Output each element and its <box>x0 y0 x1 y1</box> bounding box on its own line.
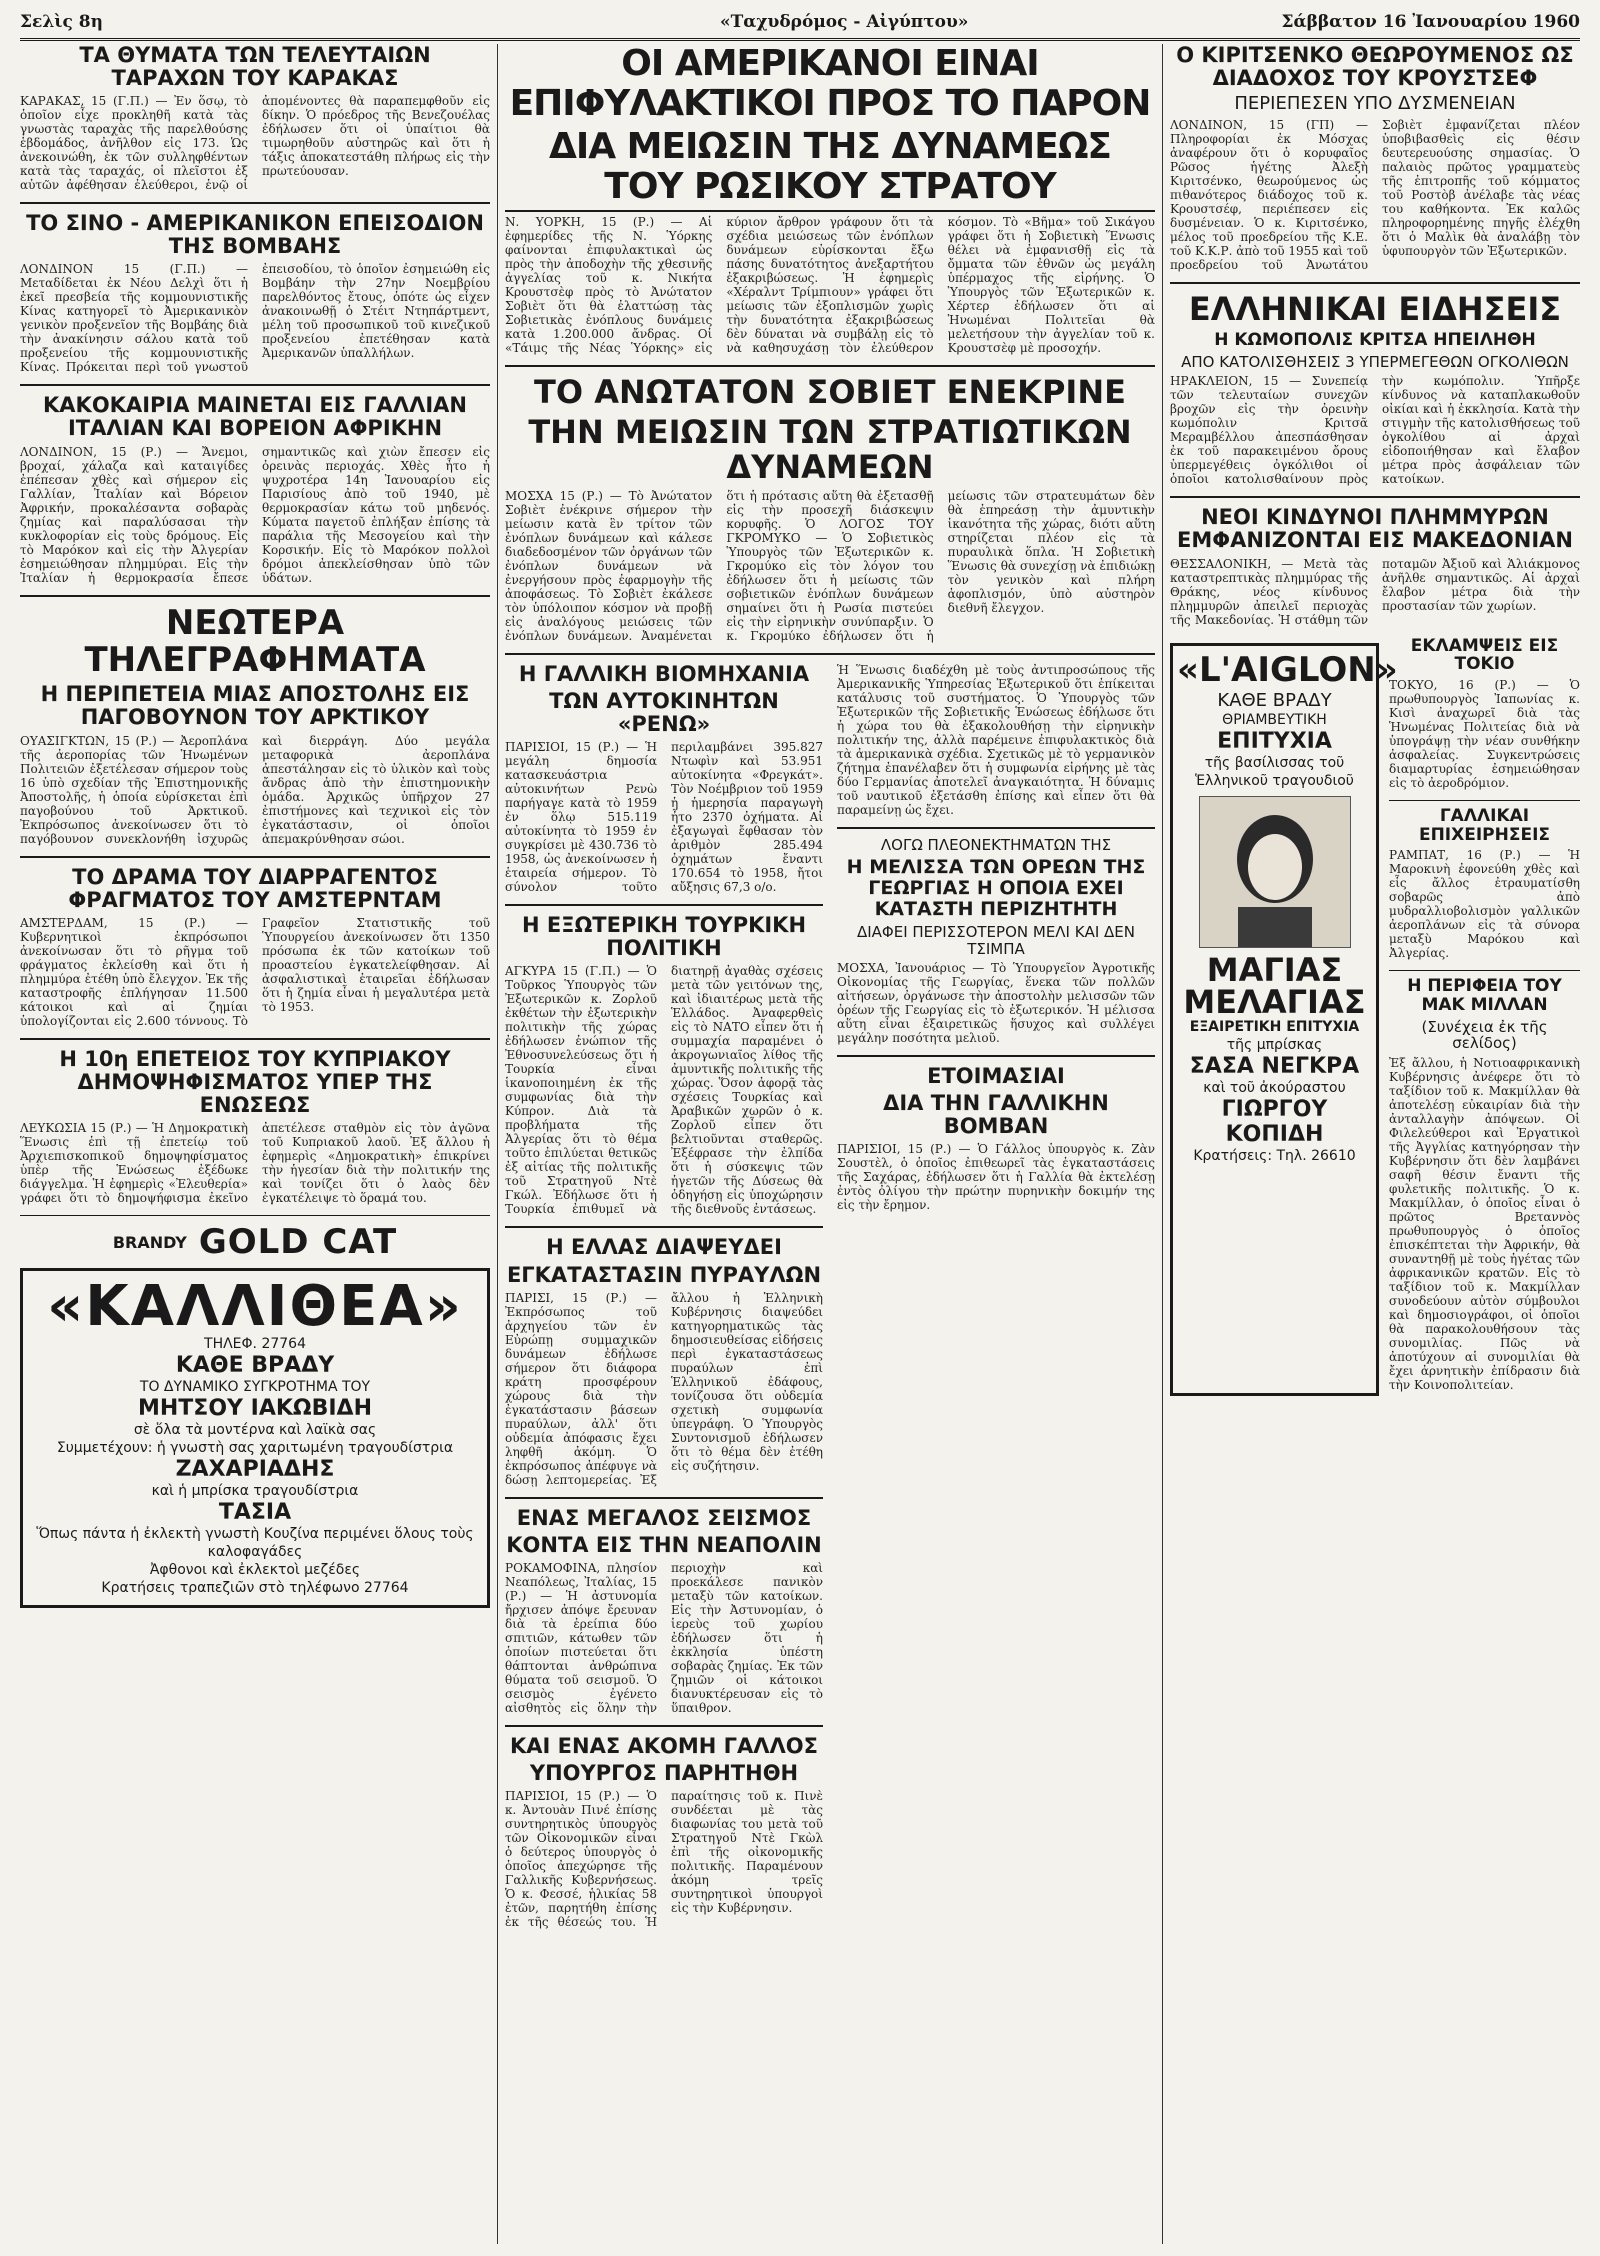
subheadline: ΠΕΡΙΕΠΕΣΕΝ ΥΠΟ ΔΥΣΜΕΝΕΙΑΝ <box>1234 93 1516 115</box>
ad-line: καὶ τοῦ ἀκούραστου <box>1203 1079 1346 1096</box>
article-body: ΑΓΚΥΡΑ 15 (Γ.Π.) — Ὁ Τοῦρκος Ὑπουργὸς τῶν Ἐξωτερικῶν κ. Ζορλοῦ ἐκθέτων τὴν ἐξωτερικὴν πολιτικὴν τῆς χώρας ἐδήλωσεν ἐνώπιον τῆς Ἐθνοσυνελεύσεως ὅτι ἡ Τουρκία εἶναι ἱκανοποιημένη ἐκ τῆς συμφωνίας διὰ τὴν Κύπρον. Διὰ τὰ προβλήματα τῆς Ἀλγερίας ὅτι τὸ θέμα τοῦτο ἐπιλύεται θετικῶς ἐξ αἰτίας τῆς πολιτικῆς τοῦ Στρατηγοῦ Ντὲ Γκώλ. Ἐδήλωσε ὅτι ἡ Τουρκία ἐπιθυμεῖ νὰ διατηρῇ ἀγαθὰς σχέσεις μετὰ τῶν γειτόνων της, καὶ ἰδιαιτέρως μετὰ τῆς Ἑλλάδος. Ἀναφερθεὶς εἰς τὸ ΝΑΤΟ εἶπεν ὅτι ἡ συμμαχία παραμένει ὁ ἀκρογωνιαῖος λίθος τῆς ἀμυντικῆς πολιτικῆς τῆς χώρας. Ὅσον ἀφορᾷ τὰς σχέσεις Τουρκίας καὶ Ἀραβικῶν χωρῶν ὁ κ. Ζορλοῦ εἶπεν ὅτι βελτιοῦνται σταθερῶς. Ἐξέφρασε τὴν ἐλπίδα ὅτι ἡ σύσκεψις τῶν ἡγετῶν τῆς Δύσεως θὰ ὁδηγήσῃ εἰς ὑποχώρησιν τῆς διεθνοῦς ἐντάσεως. <box>505 964 823 1217</box>
article-body: ΠΑΡΙΣΙ, 15 (Ρ.) — Ἐκπρόσωπος τοῦ ἀρχηγείου τῶν ἐν Εὐρώπῃ συμμαχικῶν δυνάμεων ἐδήλωσε σήμερον ὅτι διάφορα κράτη προσφέρουν χώρους διὰ τὴν ἐγκατάστασιν βάσεων πυραύλων, ἀλλ' ὅτι οὐδεμία ἀπόφασις ἔχει ληφθῆ ἀκόμη. Ὁ ἐκπρόσωπος ἀπέφυγε νὰ δώσῃ λεπτομερείας. Ἐξ ἄλλου ἡ Ἑλληνικὴ Κυβέρνησις διαψεύδει κατηγορηματικῶς τὰς δημοσιευθείσας εἰδήσεις περὶ ἐγκαταστάσεως πυραύλων ἐπὶ Ἑλληνικοῦ ἐδάφους, τονίζουσα ὅτι οὐδεμία σχετικὴ συμφωνία ὑπεγράφη. Ὁ Ὑπουργὸς Συντονισμοῦ ἐδήλωσεν ὅτι τὸ θέμα δὲν ἐτέθη εἰς συζήτησιν. <box>505 1290 823 1487</box>
article-floods <box>1170 506 1580 626</box>
ad-line: ΖΑΧΑΡΙΑΔΗΣ <box>175 1457 335 1482</box>
headline-line-1: ΕΤΟΙΜΑΣΙΑΙ <box>927 1064 1065 1089</box>
lower-columns <box>505 663 1155 1939</box>
ad-gold-cat <box>20 1222 490 1262</box>
article-karakas <box>20 44 490 192</box>
section-kicker: ΝΕΩΤΕΡΑ ΤΗΛΕΓΡΑΦΗΜΑΤΑ <box>84 602 426 680</box>
ad-line: ΜΗΤΣΟΥ ΙΑΚΩΒΙΔΗ <box>138 1396 372 1421</box>
article-body: ΡΟΚΑΜΟΦΙΝΑ, πλησίον Νεαπόλεως, Ἰταλίας, 15 (Ρ.) — Ἡ ἀστυνομία ἤρχισεν ἀπόψε ἔρευναν διὰ τὰ ἐρείπια δύο σπιτιῶν, κάτωθεν τῶν ὁποίων πιστεύεται ὅτι θάπτονται ἀνθρώπινα θύματα τοῦ σεισμοῦ. Ὁ σεισμὸς ἐγένετο αἰσθητὸς εἰς ὅλην τὴν περιοχὴν καὶ προεκάλεσε πανικὸν μεταξὺ τῶν κατοίκων. Εἰς τὴν Ἀστυνομίαν, ὁ ἱερεὺς τοῦ χωρίου ἐδήλωσεν ὅτι ἡ ἐκκλησία ὑπέστη σοβαρὰς ζημίας. Ἐκ τῶν ζημιῶν οἱ κάτοικοι διανυκτέρευσαν εἰς τὸ ὕπαιθρον. <box>505 1560 823 1715</box>
col4-right-stack <box>1389 637 1580 1402</box>
column-4 <box>1170 44 1580 2244</box>
ad-venue-name: «L'AIGLON» <box>1177 649 1398 690</box>
article-body: ΘΕΣΣΑΛΟΝΙΚΗ, — Μετὰ τὰς καταστρεπτικὰς πλημμύρας τῆς Θράκης, νέος κίνδυνος πλημμυρῶν ἀπειλεῖ περιοχὰς τῆς Μακεδονίας. Ἡ στάθμη τῶν ποταμῶν Ἀξιοῦ καὶ Ἁλιάκμονος ἀνῆλθε σημαντικῶς. Αἱ ἀρχαὶ ἔλαβον μέτρα διὰ τὴν προστασίαν τῶν χωρίων. <box>1170 556 1580 627</box>
ad-brand-name: GOLD CAT <box>198 1222 398 1262</box>
headline: ΓΑΛΛΙΚΑΙ ΕΠΙΧΕΙΡΗΣΕΙΣ <box>1418 805 1551 845</box>
column-rule <box>497 44 498 2244</box>
section-heading: ΕΛΛΗΝΙΚΑΙ ΕΙΔΗΣΕΙΣ <box>1188 289 1562 328</box>
article-body: ΜΟΣΧΑ, Ἰανουάριος — Τὸ Ὑπουργεῖον Ἀγροτικῆς Οἰκονομίας τῆς Γεωργίας, ἕνεκα τῶν πολλῶν αἰτήσεων, ὀργάνωσε τὴν ἀποστολὴν μελισσῶν τῶν ὀρέων τῆς Γεωργίας εἰς τὸ ἐξωτερικόν. Ἡ μέλισσα αὕτη εἶναι ἐξαιρετικῶς ἥσυχος καὶ συλλέγει μεγάλην ποσότητα μελιοῦ. <box>837 961 1155 1046</box>
ad-brand-label: BRANDY <box>112 1232 187 1252</box>
article-body: ΚΑΡΑΚΑΣ, 15 (Γ.Π.) — Ἐν ὅσῳ, τὸ ὁποῖον εἶχε προκληθῆ κατὰ τὰς γνωστὰς ταραχὰς τῆς παρελθούσης ἑβδομάδος, ἀνῆλθον εἰς 173. Ὡς ἀνεκοινώθη, ἐκ τῶν συλληφθέντων κατὰ τὰς ταραχάς, οἱ πλεῖστοι ἐξ αὐτῶν ἀφέθησαν ἐλεύθεροι, ἐνῷ οἱ ἀπομένοντες θὰ παραπεμφθοῦν εἰς δίκην. Ὁ πρόεδρος τῆς Βενεζουέλας ἐδήλωσεν ὅτι οἱ ὑπαίτιοι θὰ τιμωρηθοῦν αὐστηρῶς καὶ ὅτι ἡ τάξις ἀποκατεστάθη πλήρως εἰς τὴν πρωτεύουσαν. <box>20 94 490 193</box>
article-turkey <box>505 914 823 1216</box>
article-kirichenko <box>1170 44 1580 272</box>
headline: Η ΠΕΡΙΠΕΤΕΙΑ ΜΙΑΣ ΑΠΟΣΤΟΛΗΣ ΕΙΣ ΠΑΓΟΒΟΥΝΟΝ ΤΟΥ ΑΡΚΤΙΚΟΥ <box>40 682 470 730</box>
ad-aiglon <box>1170 643 1398 1396</box>
lead-headline-line-2: ΔΙΑ ΜΕΙΩΣΙΝ ΤΗΣ ΔΥΝΑΜΕΩΣ ΤΟΥ ΡΩΣΙΚΟΥ ΣΤΡΑΤΟΥ <box>548 126 1112 207</box>
headline: Η ΕΞΩΤΕΡΙΚΗ ΤΟΥΡΚΙΚΗ ΠΟΛΙΤΙΚΗ <box>521 913 807 961</box>
article-cyprus <box>20 1048 490 1205</box>
column-rule <box>1162 44 1163 2244</box>
headline-line-1: ΤΟ ΑΝΩΤΑΤΟΝ ΣΟΒΙΕΤ ΕΝΕΚΡΙΝΕ <box>534 373 1126 412</box>
article-bombay <box>20 212 490 374</box>
ad-line: Κρατήσεις τραπεζιῶν στὸ τηλέφωνο 27764 <box>101 1580 409 1596</box>
ad-line: τῆς βασίλισσας τοῦ <box>1204 754 1345 771</box>
article-soviet-cont <box>837 663 1155 817</box>
headline: ΕΚΛΑΜΨΕΙΣ ΕΙΣ ΤΟΚΙΟ <box>1410 635 1559 675</box>
subheadline: ΑΠΟ ΚΑΤΟΛΙΣΘΗΣΕΙΣ 3 ΥΠΕΡΜΕΓΕΘΩΝ ΟΓΚΟΛΙΘΩΝ <box>1181 352 1569 371</box>
article-french-bomb <box>837 1065 1155 1212</box>
headline-line-2: ΕΓΚΑΤΑΣΤΑΣΙΝ ΠΥΡΑΥΛΩΝ <box>506 1262 822 1287</box>
headline: ΤΟ ΔΡΑΜΑ ΤΟΥ ΔΙΑΡΡΑΓΕΝΤΟΣ ΦΡΑΓΜΑΤΟΣ ΤΟΥ ΑΜΣΤΕΡΝΤΑΜ <box>68 864 442 912</box>
subheadline: (Συνέχεια ἐκ τῆς σελίδος) <box>1421 1017 1548 1053</box>
ad-line: ΤΟ ΔΥΝΑΜΙΚΟ ΣΥΓΚΡΟΤΗΜΑ ΤΟΥ <box>139 1379 371 1395</box>
headline-line-1: Η ΓΑΛΛΙΚΗ ΒΙΟΜΗΧΑΝΙΑ <box>518 661 810 686</box>
ad-singer-name-2: ΜΕΛΑΓΙΑΣ <box>1183 982 1366 1021</box>
headline-line-2: ΔΙΑ ΤΗΝ ΓΑΛΛΙΚΗΝ ΒΟΜΒΑΝ <box>883 1091 1109 1139</box>
ad-line: Ἀφθονοι καὶ ἐκλεκτοὶ μεζέδες <box>149 1562 361 1578</box>
article-arctic <box>20 602 490 846</box>
ad-line: Ἑλληνικοῦ τραγουδιοῦ <box>1195 772 1354 789</box>
headline: Η ΚΩΜΟΠΟΛΙΣ ΚΡΙΤΣΑ ΗΠΕΙΛΗΘΗ <box>1214 330 1536 351</box>
column-3 <box>837 663 1155 1939</box>
headline: ΤΑ ΘΥΜΑΤΑ ΤΩΝ ΤΕΛΕΥΤΑΙΩΝ ΤΑΡΑΧΩΝ ΤΟΥ ΚΑΡΑΚΑΣ <box>79 44 431 91</box>
article-minister <box>505 1735 823 1929</box>
article-body: Ν. ΥΟΡΚΗ, 15 (Ρ.) — Αἱ ἐφημερίδες τῆς Ν. Ὑόρκης φαίνονται ἐπιφυλακτικαὶ ὡς πρὸς τὴν ἀποδοχὴν τῆς χθεσινῆς ἀγγελίας τοῦ κ. Νικήτα Κρουστσὲφ πρὸς τὸ Ἀνώτατον Σοβιὲτ ὅτι θὰ ἐλαττώσῃ τὰς Σοβιετικὰς ἐνόπλους δυνάμεις κατὰ 1.200.000 ἄνδρας. Οἱ «Τάιμς τῆς Νέας Ὑόρκης» εἰς κύριον ἄρθρον γράφουν ὅτι τὰ σχέδια μειώσεως τῶν ἐνόπλων δυνάμεων εὑρίσκονται ἔξω πάσης δυνατότητος ἀνεξαρτήτου ἐξακριβώσεως. Ἡ ἐφημερὶς «Χέραλντ Τρίμπιουν» γράφει ὅτι μείωσις τῶν ἐξοπλισμῶν χωρὶς τὴν δυνατότητα ἐξακριβώσεως δὲν δύναται νὰ συμβάλῃ εἰς τὸ νὰ καθησυχάσῃ τὸν ἐλεύθερον κόσμον. Τὸ «Βῆμα» τοῦ Σικάγου γράφει ὅτι ἡ Σοβιετικὴ Ἕνωσις θέλει νὰ ἐμφανισθῇ εἰς τὰ ὄμματα τῶν ἐθνῶν ὡς μεγάλη ὑπέρμαχος τῆς εἰρήνης. Ὁ Ὑπουργὸς τῶν Ἐξωτερικῶν κ. Χέρτερ ἐδήλωσεν ὅτι αἱ Ἡνωμέναι Πολιτεῖαι θὰ μελετήσουν τὴν ἀγγελίαν τοῦ κ. Κρουστσὲφ μὲ προσοχήν. <box>505 215 1155 356</box>
page-number: Σελὶς 8η <box>20 12 103 32</box>
column-2 <box>505 663 823 1939</box>
headline-line-2: ΚΟΝΤΑ ΕΙΣ ΤΗΝ ΝΕΑΠΟΛΙΝ <box>506 1532 822 1557</box>
ad-line: ΤΑΣΙΑ <box>218 1500 292 1525</box>
ad-line: ΓΙΩΡΓΟΥ ΚΟΠΙΔΗ <box>1221 1096 1328 1147</box>
ad-line: ΕΞΑΙΡΕΤΙΚΗ ΕΠΙΤΥΧΙΑ <box>1189 1018 1360 1035</box>
article-body: ΤΟΚΥΟ, 16 (Ρ.) — Ὁ πρωθυπουργὸς Ἰαπωνίας κ. Κισὶ ἀναχωρεῖ διὰ τὰς Ἡνωμένας Πολιτείας διὰ νὰ ὑπογράψῃ τὴν νέαν συνθήκην ἀσφαλείας. Συγκεντρώσεις διαμαρτυρίας ἐσημειώθησαν εἰς τὸ ἀεροδρόμιον. <box>1389 677 1580 790</box>
headline: Η ΠΕΡΙΦΕΙΑ ΤΟΥ ΜΑΚ ΜΙΛΛΑΝ <box>1407 976 1562 1015</box>
lead-headline-line-1: ΟΙ ΑΜΕΡΙΚΑΝΟΙ ΕΙΝΑΙ ΕΠΙΦΥΛΑΚΤΙΚΟΙ ΠΡΟΣ ΤΟ ΠΑΡΟΝ <box>509 44 1151 124</box>
ad-line: ΚΑΘΕ ΒΡΑΔΥ <box>175 1353 335 1378</box>
article-body: ΠΑΡΙΣΙΟΙ, 15 (Ρ.) — Ὁ κ. Ἀντουὰν Πινέ ἐπίσης συντηρητικὸς ὑπουργὸς τῶν Οἰκονομικῶν εἶναι ὁ δεύτερος ὑπουργὸς ὁ ὁποῖος ἀπεχώρησε τῆς Γαλλικῆς Κυβερνήσεως. Ὁ κ. Φεσσέ, ἡλικίας 58 ἐτῶν, παρητήθη ἐπίσης ἐκ τῆς θέσεώς του. Ἡ παραίτησις τοῦ κ. Πινὲ συνδέεται μὲ τὰς διαφωνίας του μετὰ τοῦ Στρατηγοῦ Ντὲ Γκὼλ ἐπὶ τῆς οἰκονομικῆς πολιτικῆς. Παραμένουν ἀκόμη τρεῖς συντηρητικοὶ ὑπουργοὶ εἰς τὴν Κυβέρνησιν. <box>505 1788 823 1929</box>
article-body: Ἡ Ἕνωσις διαδέχθη μὲ τοὺς ἀντιπροσώπους τῆς Ἀμερικανικῆς Ὑπηρεσίας Ἐξωτερικοῦ ὅτι ἐπίκειται κατάλυσις τοῦ συστήματος. Ὁ Ὑπουργὸς τῶν Ἐξωτερικῶν τῆς Σοβιετικῆς Ἑνώσεως ἐδήλωσε ὅτι ἡ χώρα του θὰ ἐξακολουθήσῃ τὴν εἰρηνικὴν πολιτικήν της, ἀλλὰ παρέμεινε ἐπιφυλακτικὸς διὰ τὰ ἀμερικανικὰ σχέδια. Σχετικῶς μὲ τὸ γερμανικὸν ζήτημα ἐπανέλαβεν ὅτι ἡ συμφωνία εἰρήνης μὲ τὰς δύο Γερμανίας ἀποτελεῖ ἀναγκαιότητα. Ἡ δύναμις τοῦ ναυτικοῦ ἐξετάσθη ἐπίσης καὶ εἶπεν ὅτι θὰ παραμείνῃ ὡς ἔχει. <box>837 662 1155 817</box>
ad-singer-name-1: ΜΑΓΙΑΣ <box>1206 950 1343 989</box>
article-body: ΗΡΑΚΛΕΙΟΝ, 15 — Συνεπείᾳ τῶν τελευταίων συνεχῶν βροχῶν εἰς τὴν ὀρεινὴν κωμόπολιν Κριτσᾶ Μεραμβέλλου ἀπεσπάσθησαν ἐκ τοῦ παρακειμένου ὄρους ὑπερμεγέθεις ὀγκόλιθοι οἱ ὁποῖοι κατολισθαίνουν πρὸς τὴν κωμόπολιν. Ὑπῆρξε κίνδυνος νὰ καταπλακωθοῦν οἰκίαι καὶ ἡ ἐκκλησία. Κατὰ τὴν στιγμὴν τῆς κατολισθήσεως τοῦ ὀγκολίθου αἱ ἀρχαὶ εἰδοποιήθησαν καὶ ἔλαβον μέτρα πρὸς ἀσφάλειαν τῶν κατοίκων. <box>1170 374 1580 487</box>
headline: Ο ΚΙΡΙΤΣΕΝΚΟ ΘΕΩΡΟΥΜΕΝΟΣ ΩΣ ΔΙΑΔΟΧΟΣ ΤΟΥ ΚΡΟΥΣΤΣΕΦ <box>1176 44 1574 91</box>
ad-line: Συμμετέχουν: ἡ γνωστὴ σας χαριτωμένη τραγουδίστρια <box>56 1440 454 1456</box>
subheadline: ΔΙΑΦΕΙ ΠΕΡΙΣΣΟΤΕΡΟΝ ΜΕΛΙ ΚΑΙ ΔΕΝ ΤΣΙΜΠΑ <box>856 923 1135 958</box>
article-georgia-bee <box>837 837 1155 1045</box>
article-body: ΛΟΝΔΙΝΟΝ, 15 (Ρ.) — Ἄνεμοι, βροχαί, χάλαζα καὶ καταιγίδες ἐπέπεσαν χθὲς καὶ σήμερον εἰς Γαλλίαν, Ἰταλίαν καὶ Βόρειον Ἀφρικήν, προκαλέσαντα σοβαρὰς ζημίας καὶ παραλύσασαι τὴν κυκλοφορίαν εἰς τοὺς δρόμους. Εἰς τὸ Μαρόκον καὶ εἰς τὴν Ἀλγερίαν ἐσημειώθησαν πλημμύραι. Εἰς τὴν Ἰταλίαν ἡ θερμοκρασία ἔπεσε σημαντικῶς καὶ χιὼν ἔπεσεν εἰς ὀρεινὰς περιοχάς. Χθὲς ἦτο ἡ ψυχροτέρα 14η Ἰανουαρίου εἰς Παρισίους ἀπὸ τοῦ 1940, μὲ θερμοκρασίαν κάτω τοῦ μηδενός. Κύματα παγετοῦ ἐπλήξαν ἐπίσης τὰ παράλια τῆς Μεσογείου καὶ τὴν Κορσικήν. Εἰς τὸ Μαρόκον πολλοὶ δρόμοι ἀπεκλείσθησαν ὑπὸ τῶν ὑδάτων. <box>20 444 490 585</box>
article-body: ΡΑΜΠΑΤ, 16 (Ρ.) — Ἡ Μαροκινὴ ἐφονεύθη χθὲς καὶ εἷς ἄλλος ἐτραυματίσθη σοβαρῶς ἀπὸ μυδραλλιοβολισμὸν γαλλικῶν ἀεροπλάνων εἰς τὰ σύνορα μεταξὺ Μαρόκου καὶ Ἀλγερίας. <box>1389 848 1580 961</box>
ad-line: ΣΑΣΑ ΝΕΓΚΡΑ <box>1189 1053 1360 1079</box>
article-tokyo <box>1389 637 1580 790</box>
portrait-icon <box>1200 797 1350 947</box>
article-body: ΟΥΑΣΙΓΚΤΩΝ, 15 (Ρ.) — Ἀεροπλάνα τῆς ἀεροπορίας τῶν Ἡνωμένων Πολιτειῶν ἐξετέλεσαν σήμερον τοὺς 16 ὑπὸ σχεδίαν τῆς Ἐπιστημονικῆς Ἀποστολῆς, ἡ ὁποία εὑρίσκεται ἐπὶ παγοβούνου τοῦ Ἀρκτικοῦ. Ἐκπρόσωπος ἀνεκοίνωσεν ὅτι τὸ παγόβουνον συνεκλονήθη ἰσχυρῶς καὶ διερράγη. Δύο μεγάλα μεταφορικὰ ἀεροπλάνα ἀπεστάλησαν εἰς τὸ ὑλικὸν καὶ τοὺς ἄνδρας ἀπὸ τὴν ἐπιστημονικὴν ὁμάδα. Ἀρχικῶς ὑπῆρχον 27 ἐπιστήμονες καὶ τεχνικοὶ εἰς τὸν ἐγκατάστασιν, οἱ ὁποῖοι ἀπεμακρύνθησαν σώοι. <box>20 733 490 846</box>
column-2-3 <box>505 44 1155 2244</box>
article-body: ΠΑΡΙΣΙΟΙ, 15 (Ρ.) — Ὁ Γάλλος ὑπουργὸς κ. Ζὰν Σουστὲλ, ὁ ὁποῖος ἐπιθεωρεῖ τὰς ἐγκαταστάσεις τῆς Σαχάρας, ἐδήλωσεν ὅτι ἡ Γαλλία θὰ ἐκτελέσῃ ἐντὸς ὀλίγου τὴν πρώτην πυρηνικὴν δοκιμήν της εἰς τὴν ἔρημον. <box>837 1142 1155 1213</box>
column-1 <box>20 44 490 2244</box>
lead-article <box>505 44 1155 355</box>
headline-line-1: Η ΕΛΛΑΣ ΔΙΑΨΕΥΔΕΙ <box>546 1235 782 1260</box>
paper-name: «Ταχυδρόμος - Αἰγύπτου» <box>720 12 969 32</box>
ad-line: ΚΑΘΕ ΒΡΑΔΥ <box>1217 689 1332 711</box>
headline: ΤΟ ΣΙΝΟ - ΑΜΕΡΙΚΑΝΙΚΟΝ ΕΠΕΙΣΟΔΙΟΝ ΤΗΣ ΒΟΜΒΑΗΣ <box>26 211 484 259</box>
ad-line: καὶ ἡ μπρίσκα τραγουδίστρια <box>151 1483 359 1499</box>
headline: Η ΜΕΛΙΣΣΑ ΤΩΝ ΟΡΕΩΝ ΤΗΣ ΓΕΩΡΓΙΑΣ Η ΟΠΟΙΑ ΕΧΕΙ ΚΑΤΑΣΤΗ ΠΕΡΙΖΗΤΗΤΗ <box>846 856 1146 921</box>
ad-venue-name: «ΚΑΛΛΙΘΕΑ» <box>47 1274 463 1339</box>
article-body: ΠΑΡΙΣΙΟΙ, 15 (Ρ.) — Ἡ μεγάλη δημοσία κατασκευάστρια αὐτοκινήτων Ρενὼ παρήγαγε κατὰ τὸ 1959 ἐν ὅλῳ 515.119 αὐτοκίνητα τὸ 1959 ἐν συγκρίσει μὲ 430.736 τὸ 1958, ὡς ἀνεκοίνωσεν ἡ ἑταιρεία σήμερον. Τὸ σύνολον τοῦτο περιλαμβάνει 395.827 Ντωφὶν καὶ 53.951 αὐτοκίνητα «Φρεγκάτ». Τὸν Νοέμβριον τοῦ 1959 ἡ ἡμερησία παραγωγὴ ἦτο 2370 ὀχήματα. Αἱ ἐξαγωγαὶ ἔφθασαν τὸν ἀριθμὸν 285.494 ὀχημάτων ἔναντι 170.654 τὸ 1958, ἤτοι αὔξησις 67,3 ο/ο. <box>505 740 823 895</box>
article-body: ΛΟΝΔΙΝΟΝ, 15 (ΓΠ) — Πληροφορίαι ἐκ Μόσχας ἀναφέρουν ὅτι ὁ κορυφαῖος Ρῶσος ἡγέτης Ἀλεξὴ Κιριτσένκο, θεωρούμενος ὡς πιθανότερος διάδοχος τοῦ κ. Κρουστσέφ, περιέπεσεν εἰς δυσμένειαν. Ὁ κ. Κιριτσένκο, μέλος τοῦ προεδρείου τῆς Κ.Ε. τοῦ Κ.Κ.Ρ. ἀπὸ τοῦ 1955 καὶ τοῦ προεδρείου τοῦ Ἀνωτάτου Σοβιὲτ ἐμφανίζεται πλέον ὑποβιβασθεὶς εἰς θέσιν δευτερευούσης σημασίας. Ὁ παλαιὸς πρῶτος γραμματεὺς τῆς ἐπιτροπῆς τοῦ κόμματος τοῦ Ροστὸβ ἀνέλαβε τὰς νέας του καθήκοντα. Ἐκ καλῶς πληροφορημένης πηγῆς ἐλέχθη ὅτι ὁ Μαλὶκ θὰ ἀναλάβῃ τὸν ὑφυπουργὸν τῶν Ἐξωτερικῶν. <box>1170 117 1580 272</box>
ad-line: ΘΡΙΑΜΒΕΥΤΙΚΗ <box>1222 711 1327 728</box>
article-supreme-soviet <box>505 375 1155 643</box>
headline: Η 10η ΕΠΕΤΕΙΟΣ ΤΟΥ ΚΥΠΡΙΑΚΟΥ ΔΗΜΟΨΗΦΙΣΜΑΤΟΣ ΥΠΕΡ ΤΗΣ ΕΝΩΣΕΩΣ <box>59 1046 451 1117</box>
masthead <box>20 8 1580 41</box>
headline-line-2: ΥΠΟΥΡΓΟΣ ΠΑΡΗΤΗΘΗ <box>529 1760 799 1785</box>
ad-line: σὲ ὅλα τὰ μοντέρνα καὶ λαϊκὰ σας <box>133 1422 377 1438</box>
ad-line: τῆς μπρίσκας <box>1226 1036 1323 1053</box>
article-morocco <box>1389 807 1580 960</box>
headline-line-1: ΚΑΙ ΕΝΑΣ ΑΚΟΜΗ ΓΑΛΛΟΣ <box>510 1733 818 1758</box>
lower-col4 <box>1170 637 1580 1402</box>
headline: ΚΑΚΟΚΑΙΡΙΑ ΜΑΙΝΕΤΑΙ ΕΙΣ ΓΑΛΛΙΑΝ ΙΤΑΛΙΑΝ ΚΑΙ ΒΟΡΕΙΟΝ ΑΦΡΙΚΗΝ <box>43 393 467 441</box>
article-amsterdam <box>20 866 490 1028</box>
article-weather <box>20 394 490 584</box>
issue-date: Σάββατον 16 Ἰανουαρίου 1960 <box>1281 12 1580 32</box>
headline-line-2: ΤΩΝ ΑΥΤΟΚΙΝΗΤΩΝ «ΡΕΝΩ» <box>549 689 779 737</box>
article-body: ΛΟΝΔΙΝΟΝ 15 (Γ.Π.) — Μεταδίδεται ἐκ Νέου Δελχὶ ὅτι ἡ ἐκεῖ πρεσβεία τῆς κομμουνιστικῆς Κίνας κατηγορεῖ τὸ Ἀμερικανικὸν γενικὸν προξενεῖον τῆς Βομβάης διὰ τὴν ἀνακίνησιν σάλου κατὰ τοῦ προξενείου τῆς κομμουνιστικῆς Κίνας. Πρόκειται περὶ τοῦ γνωστοῦ ἐπεισοδίου, τὸ ὁποῖον ἐσημειώθη εἰς Βομβάην τὴν 27ην Νοεμβρίου παρελθόντος ἔτους, ὁπότε ὡς εἶχεν ἀνακοινωθῇ ὁ Στέιτ Ντηπάρτμεντ, μέλη τοῦ προσωπικοῦ τοῦ κινεζικοῦ προξενείου ἐπετέθησαν κατὰ Ἀμερικανῶν ὑπαλλήλων. <box>20 262 490 375</box>
headline: ΝΕΟΙ ΚΙΝΔΥΝΟΙ ΠΛΗΜΜΥΡΩΝ ΕΜΦΑΝΙΖΟΝΤΑΙ ΕΙΣ ΜΑΚΕΔΟΝΙΑΝ <box>1177 505 1573 553</box>
ad-kallithea <box>20 1268 490 1608</box>
article-kritsa <box>1170 289 1580 487</box>
article-macmillan <box>1389 977 1580 1391</box>
ad-line: Ὅπως πάντα ἡ ἐκλεκτὴ γνωστὴ Κουζίνα περιμένει ὅλους τοὺς καλοφαγάδες <box>36 1526 474 1560</box>
article-missiles <box>505 1236 823 1486</box>
headline-line-1: ΕΝΑΣ ΜΕΓΑΛΟΣ ΣΕΙΣΜΟΣ <box>516 1505 812 1530</box>
article-body: ΛΕΥΚΩΣΙΑ 15 (Ρ.) — Ἡ Δημοκρατικὴ Ἕνωσις ἐπὶ τῇ ἐπετείῳ τοῦ Ἀρχιεπισκοπικοῦ δημοψηφίσματος ὑπὲρ τῆς Ἑνώσεως ἐξέδωκε διάγγελμα. Ἡ ἐφημερὶς «Ἐλευθερία» γράφει ὅτι τὸ δημοψήφισμα ἐκεῖνο ἀπετέλεσε σταθμὸν εἰς τὸν ἀγῶνα τοῦ Κυπριακοῦ λαοῦ. Ἐξ ἄλλου ἡ ἐφημερὶς «Δημοκρατικὴ» ἐπικρίνει τὴν ἡγεσίαν διὰ τὴν πολιτικήν της καὶ τονίζει ὅτι ὁ λαὸς δὲν ἐγκατέλειψε τὸ ὅραμά του. <box>20 1121 490 1205</box>
headline-label: ΛΟΓΩ ΠΛΕΟΝΕΚΤΗΜΑΤΩΝ ΤΗΣ <box>880 835 1112 854</box>
ad-phone: ΤΗΛΕΦ. 27764 <box>204 1336 306 1352</box>
article-body: ΜΟΣΧΑ 15 (Ρ.) — Τὸ Ἀνώτατον Σοβιὲτ ἐνέκρινε σήμερον τὴν μείωσιν κατὰ ἓν τρίτον τῶν ἐνόπλων δυνάμεων καὶ κάλεσε διαδεδοσμένον τῶν ὀργάνων τῶν ἐνόπλων δυνάμεων νὰ ἐνεργήσουν πρὸς ἐφαρμογὴν τῆς ἀποφάσεως. Τὸ Σοβιὲτ ἐκάλεσε τὸν ὑπόλοιπον κόσμον νὰ προβῇ εἰς ἀναλόγους μειώσεις τῶν ἐνόπλων δυνάμεων. Ἀναμένεται ὅτι ἡ πρότασις αὕτη θὰ ἐξετασθῇ εἰς τὴν προσεχῆ διάσκεψιν κορυφῆς. Ὁ ΛΟΓΟΣ ΤΟΥ ΓΚΡΟΜΥΚΟ — Ὁ Σοβιετικὸς Ὑπουργὸς τῶν Ἐξωτερικῶν κ. Γκρομύκο εἰς τὸν λόγον του ἐδήλωσεν ὅτι ἡ μείωσις τῶν σοβιετικῶν ἐνόπλων δυνάμεων σημαίνει ὅτι ἡ Ρωσία πιστεύει εἰς τὴν εἰρηνικὴν συνύπαρξιν. Ὁ κ. Γκρομύκο ἐδήλωσεν ὅτι ἡ μείωσις τῶν στρατευμάτων δὲν θὰ ἐπηρεάσῃ τὴν ἀμυντικὴν ἱκανότητα τῆς χώρας, διότι αὕτη στηρίζεται πλέον εἰς τὰ πυραυλικὰ ὅπλα. Ἡ Σοβιετικὴ Ἕνωσις θὰ συνεχίσῃ νὰ ἐπιδιώκῃ τὸν γενικὸν καὶ πλήρη ἀφοπλισμόν, ὑπὸ αὐστηρὸν διεθνῆ ἔλεγχον. <box>505 488 1155 643</box>
article-quake <box>505 1507 823 1715</box>
ad-line: Κρατήσεις: Τηλ. 26610 <box>1193 1147 1356 1164</box>
article-renault <box>505 663 823 894</box>
article-body: Ἐξ ἄλλου, ἡ Νοτιοαφρικανικὴ Κυβέρνησις ἀνέφερε ὅτι τὸ ταξίδιον τοῦ κ. Μακμίλλαν θὰ ἀποτελέσῃ εὐκαιρίαν διὰ τὴν ἀνταλλαγὴν ἀπόψεων. Οἱ Φιλελεύθεροι καὶ Ἐργατικοὶ τῆς Ἀγγλίας κατηγόρησαν τὴν Κυβέρνησιν ὅτι δὲν λαμβάνει σαφῆ θέσιν ἔναντι τῆς φυλετικῆς πολιτικῆς. Ὁ κ. Μακμίλλαν, ὁ ὁποῖος εἶναι ὁ πρῶτος Βρεταννὸς πρωθυπουργὸς ὁ ὁποῖος ἐπισκέπτεται τὴν Ἀφρικήν, θὰ συναντηθῇ μὲ τοὺς ἡγέτας τῶν ἀφρικανικῶν κρατῶν. Εἰς τὸ ταξίδιον τοῦ κ. Μακμίλλαν συνοδεύουν αὐτὸν σύμβουλοι καὶ δημοσιογράφοι, οἱ ὁποῖοι θὰ παρακολουθήσουν τὰς συνομιλίας. Πῶς νὰ ἀποτύχουν αἱ συνομιλίαι θὰ ἔχει ἀρνητικὴν ἐπίδρασιν διὰ τὴν Κοινοπολιτείαν. <box>1389 1055 1580 1392</box>
article-body: ΑΜΣΤΕΡΔΑΜ, 15 (Ρ.) — Κυβερνητικοὶ ἐκπρόσωποι ἀνεκοίνωσαν ὅτι τὸ ρῆγμα τοῦ φράγματος ἐκλείσθη καὶ ὅτι ἡ πλημμύρα ἐτέθη ὑπὸ ἔλεγχον. Ἐκ τῆς καταστροφῆς ἐπλήγησαν 11.500 κάτοικοι καὶ αἱ ζημίαι ὑπολογίζονται εἰς 2.600 τόννους. Τὸ Γραφεῖον Στατιστικῆς τοῦ Ὑπουργείου ἀνεκοίνωσεν ὅτι 1350 πρόσωπα ἐκ τῶν κατοίκων τοῦ προαστείου ἐγκατελείφθησαν. Αἱ ἀσφαλιστικαὶ ἑταιρεῖαι ἐδήλωσαν ὅτι ἡ ζημία εἶναι ἡ μεγαλυτέρα μετὰ τὸ 1953. <box>20 915 490 1028</box>
headline-line-2: ΤΗΝ ΜΕΙΩΣΙΝ ΤΩΝ ΣΤΡΑΤΙΩΤΙΚΩΝ ΔΥΝΑΜΕΩΝ <box>528 412 1132 486</box>
singer-photo <box>1199 796 1351 948</box>
ad-line: ΕΠΙΤΥΧΙΑ <box>1217 728 1332 754</box>
